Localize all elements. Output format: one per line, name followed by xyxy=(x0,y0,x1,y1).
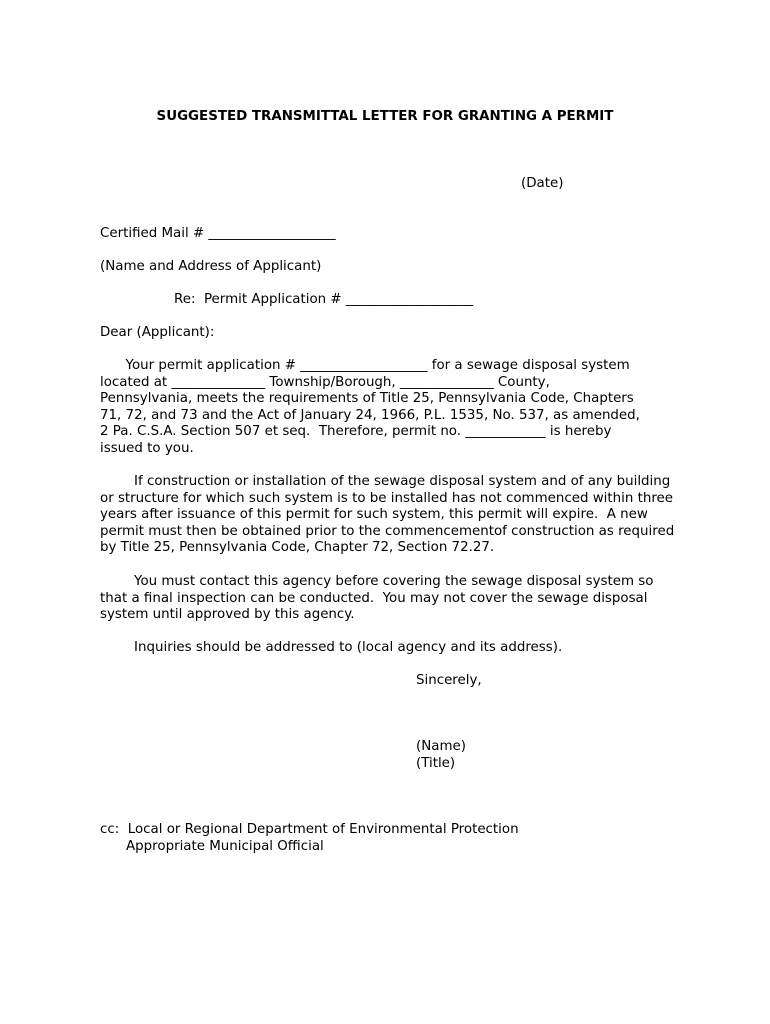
paragraph-line: system until approved by this agency. xyxy=(100,607,355,623)
signer-name-placeholder: (Name) xyxy=(416,739,466,754)
cc-line: Appropriate Municipal Official xyxy=(126,839,324,854)
paragraph-line: or structure for which such system is to be installed has not commenced within three xyxy=(100,490,674,506)
closing: Sincerely, xyxy=(416,673,482,688)
date-placeholder: (Date) xyxy=(521,176,564,191)
paragraph-line: 71, 72, and 73 and the Act of January 24, 1966, P.L. 1535, No. 537, as amended, xyxy=(100,407,640,423)
paragraph-line: that a final inspection can be conducted. You may not cover the sewage disposal xyxy=(100,590,648,606)
paragraph-line: Inquiries should be addressed to (local agency and its address). xyxy=(100,640,563,655)
applicant-address-placeholder: (Name and Address of Applicant) xyxy=(100,259,322,274)
paragraph-inspection xyxy=(100,574,653,624)
document-title: SUGGESTED TRANSMITTAL LETTER FOR GRANTING A PERMIT xyxy=(156,109,614,124)
paragraph-line: Pennsylvania, meets the requirements of Title 25, Pennsylvania Code, Chapters xyxy=(100,391,634,407)
paragraph-line: 2 Pa. C.S.A. Section 507 et seq. Therefore, permit no. ____________ is hereby xyxy=(100,424,612,440)
paragraph-line: If construction or installation of the sewage disposal system and of any building xyxy=(100,474,671,489)
paragraph-line: Your permit application # ___________________ for a sewage disposal system xyxy=(100,358,630,373)
paragraph-expiration xyxy=(100,474,674,557)
paragraph-inquiries xyxy=(100,640,562,657)
paragraph-line: located at ______________ Township/Borough, ______________ County, xyxy=(100,374,550,390)
salutation: Dear (Applicant): xyxy=(100,325,215,340)
paragraph-permit-issued xyxy=(100,358,640,458)
paragraph-line: issued to you. xyxy=(100,440,194,456)
signer-title-placeholder: (Title) xyxy=(416,756,456,771)
paragraph-line: by Title 25, Pennsylvania Code, Chapter 72, Section 72.27. xyxy=(100,540,495,556)
cc-line: cc: Local or Regional Department of Environmental Protection xyxy=(100,822,519,837)
paragraph-line: permit must then be obtained prior to the commencementof construction as required xyxy=(100,523,675,539)
re-line: Re: Permit Application # ___________________ xyxy=(174,292,474,307)
certified-mail-line: Certified Mail # ___________________ xyxy=(100,226,336,241)
paragraph-line: You must contact this agency before covering the sewage disposal system so xyxy=(100,574,654,589)
paragraph-line: years after issuance of this permit for such system, this permit will expire. A new xyxy=(100,507,648,523)
